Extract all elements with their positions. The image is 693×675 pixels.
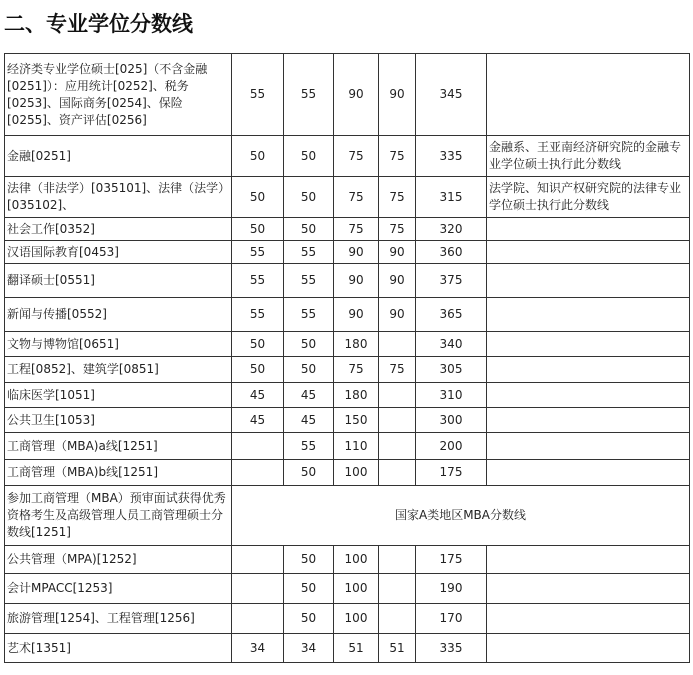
subject-score-cell <box>232 604 284 634</box>
program-cell: 工商管理（MBA)a线[1251] <box>5 433 232 460</box>
program-cell: 新闻与传播[0552] <box>5 298 232 332</box>
subject-score-cell: 51 <box>334 634 379 663</box>
subject-score-cell: 75 <box>334 357 379 383</box>
subject-score-cell: 34 <box>284 634 334 663</box>
subject-score-cell: 55 <box>284 54 334 136</box>
subject-score-cell: 45 <box>284 408 334 433</box>
program-cell: 金融[0251] <box>5 136 232 177</box>
subject-score-cell <box>379 408 416 433</box>
table-row <box>5 54 690 136</box>
note-cell <box>487 383 690 408</box>
subject-score-cell: 45 <box>232 383 284 408</box>
subject-score-cell: 34 <box>232 634 284 663</box>
subject-score-cell: 75 <box>334 177 379 218</box>
table-row <box>5 177 690 218</box>
subject-score-cell: 50 <box>284 332 334 357</box>
subject-score-cell: 100 <box>334 604 379 634</box>
table-row <box>5 574 690 604</box>
program-cell: 会计MPACC[1253] <box>5 574 232 604</box>
total-score-cell: 305 <box>416 357 487 383</box>
total-score-cell: 175 <box>416 546 487 574</box>
total-score-cell: 365 <box>416 298 487 332</box>
table-row <box>5 218 690 241</box>
program-cell: 翻译硕士[0551] <box>5 264 232 298</box>
subject-score-cell <box>379 332 416 357</box>
program-cell: 法律（非法学）[035101]、法律（法学）[035102]、 <box>5 177 232 218</box>
subject-score-cell <box>379 460 416 486</box>
subject-score-cell: 100 <box>334 574 379 604</box>
subject-score-cell <box>379 604 416 634</box>
subject-score-cell: 55 <box>284 264 334 298</box>
subject-score-cell <box>232 460 284 486</box>
total-score-cell: 315 <box>416 177 487 218</box>
note-cell <box>487 546 690 574</box>
subject-score-cell <box>379 433 416 460</box>
subject-score-cell: 50 <box>284 357 334 383</box>
table-row <box>5 634 690 663</box>
total-score-cell: 375 <box>416 264 487 298</box>
subject-score-cell: 55 <box>232 241 284 264</box>
total-score-cell: 340 <box>416 332 487 357</box>
program-cell: 公共管理（MPA)[1252] <box>5 546 232 574</box>
table-row <box>5 136 690 177</box>
note-cell <box>487 54 690 136</box>
program-cell: 文物与博物馆[0651] <box>5 332 232 357</box>
note-cell <box>487 604 690 634</box>
total-score-cell: 335 <box>416 634 487 663</box>
table-row <box>5 486 690 546</box>
merged-note-cell: 国家A类地区MBA分数线 <box>232 486 690 546</box>
subject-score-cell: 75 <box>379 218 416 241</box>
subject-score-cell: 50 <box>232 136 284 177</box>
subject-score-cell: 55 <box>232 264 284 298</box>
table-row <box>5 332 690 357</box>
program-cell: 参加工商管理（MBA）预审面试获得优秀资格考生及高级管理人员工商管理硕士分数线[1251] <box>5 486 232 546</box>
program-cell: 经济类专业学位硕士[025]（不含金融[0251]）：应用统计[0252]、税务[0253]、国际商务[0254]、保险[0255]、资产评估[0256] <box>5 54 232 136</box>
program-cell: 旅游管理[1254]、工程管理[1256] <box>5 604 232 634</box>
subject-score-cell <box>232 574 284 604</box>
subject-score-cell: 50 <box>284 460 334 486</box>
note-cell <box>487 634 690 663</box>
subject-score-cell: 55 <box>284 241 334 264</box>
subject-score-cell: 150 <box>334 408 379 433</box>
subject-score-cell: 75 <box>379 357 416 383</box>
table-row <box>5 357 690 383</box>
total-score-cell: 345 <box>416 54 487 136</box>
subject-score-cell: 90 <box>379 298 416 332</box>
subject-score-cell: 50 <box>284 574 334 604</box>
note-cell: 金融系、王亚南经济研究院的金融专业学位硕士执行此分数线 <box>487 136 690 177</box>
total-score-cell: 200 <box>416 433 487 460</box>
subject-score-cell: 90 <box>334 264 379 298</box>
subject-score-cell: 50 <box>284 177 334 218</box>
table-row <box>5 460 690 486</box>
subject-score-cell: 180 <box>334 383 379 408</box>
program-cell: 汉语国际教育[0453] <box>5 241 232 264</box>
table-row <box>5 408 690 433</box>
subject-score-cell: 50 <box>232 332 284 357</box>
note-cell <box>487 460 690 486</box>
note-cell <box>487 264 690 298</box>
note-cell <box>487 433 690 460</box>
table-row <box>5 298 690 332</box>
note-cell <box>487 218 690 241</box>
table-row <box>5 264 690 298</box>
table-row <box>5 604 690 634</box>
total-score-cell: 360 <box>416 241 487 264</box>
subject-score-cell: 90 <box>379 241 416 264</box>
subject-score-cell <box>232 433 284 460</box>
subject-score-cell: 100 <box>334 546 379 574</box>
subject-score-cell: 90 <box>379 54 416 136</box>
subject-score-cell: 75 <box>334 218 379 241</box>
total-score-cell: 310 <box>416 383 487 408</box>
subject-score-cell: 90 <box>334 241 379 264</box>
program-cell: 临床医学[1051] <box>5 383 232 408</box>
subject-score-cell: 50 <box>284 604 334 634</box>
subject-score-cell: 55 <box>284 298 334 332</box>
page-title: 二、专业学位分数线 <box>4 12 193 36</box>
total-score-cell: 190 <box>416 574 487 604</box>
total-score-cell: 170 <box>416 604 487 634</box>
table-row <box>5 383 690 408</box>
subject-score-cell: 110 <box>334 433 379 460</box>
subject-score-cell: 55 <box>232 298 284 332</box>
subject-score-cell: 75 <box>379 177 416 218</box>
subject-score-cell: 55 <box>232 54 284 136</box>
table-row <box>5 546 690 574</box>
note-cell <box>487 408 690 433</box>
subject-score-cell: 90 <box>334 54 379 136</box>
total-score-cell: 320 <box>416 218 487 241</box>
total-score-cell: 335 <box>416 136 487 177</box>
note-cell <box>487 241 690 264</box>
note-cell <box>487 298 690 332</box>
note-cell <box>487 332 690 357</box>
program-cell: 工商管理（MBA)b线[1251] <box>5 460 232 486</box>
program-cell: 公共卫生[1053] <box>5 408 232 433</box>
total-score-cell: 175 <box>416 460 487 486</box>
table-row <box>5 433 690 460</box>
subject-score-cell: 50 <box>284 136 334 177</box>
subject-score-cell: 180 <box>334 332 379 357</box>
note-cell <box>487 357 690 383</box>
subject-score-cell: 90 <box>379 264 416 298</box>
subject-score-cell: 75 <box>334 136 379 177</box>
total-score-cell: 300 <box>416 408 487 433</box>
program-cell: 工程[0852]、建筑学[0851] <box>5 357 232 383</box>
subject-score-cell: 90 <box>334 298 379 332</box>
note-cell <box>487 574 690 604</box>
subject-score-cell: 55 <box>284 433 334 460</box>
subject-score-cell: 50 <box>232 177 284 218</box>
subject-score-cell: 45 <box>232 408 284 433</box>
score-table <box>4 53 690 663</box>
table-row <box>5 241 690 264</box>
subject-score-cell <box>379 383 416 408</box>
subject-score-cell: 100 <box>334 460 379 486</box>
subject-score-cell: 45 <box>284 383 334 408</box>
subject-score-cell: 75 <box>379 136 416 177</box>
subject-score-cell: 50 <box>284 218 334 241</box>
subject-score-cell: 50 <box>232 218 284 241</box>
subject-score-cell: 50 <box>284 546 334 574</box>
subject-score-cell: 50 <box>232 357 284 383</box>
subject-score-cell: 51 <box>379 634 416 663</box>
subject-score-cell <box>379 546 416 574</box>
program-cell: 艺术[1351] <box>5 634 232 663</box>
program-cell: 社会工作[0352] <box>5 218 232 241</box>
subject-score-cell <box>379 574 416 604</box>
note-cell: 法学院、知识产权研究院的法律专业学位硕士执行此分数线 <box>487 177 690 218</box>
subject-score-cell <box>232 546 284 574</box>
